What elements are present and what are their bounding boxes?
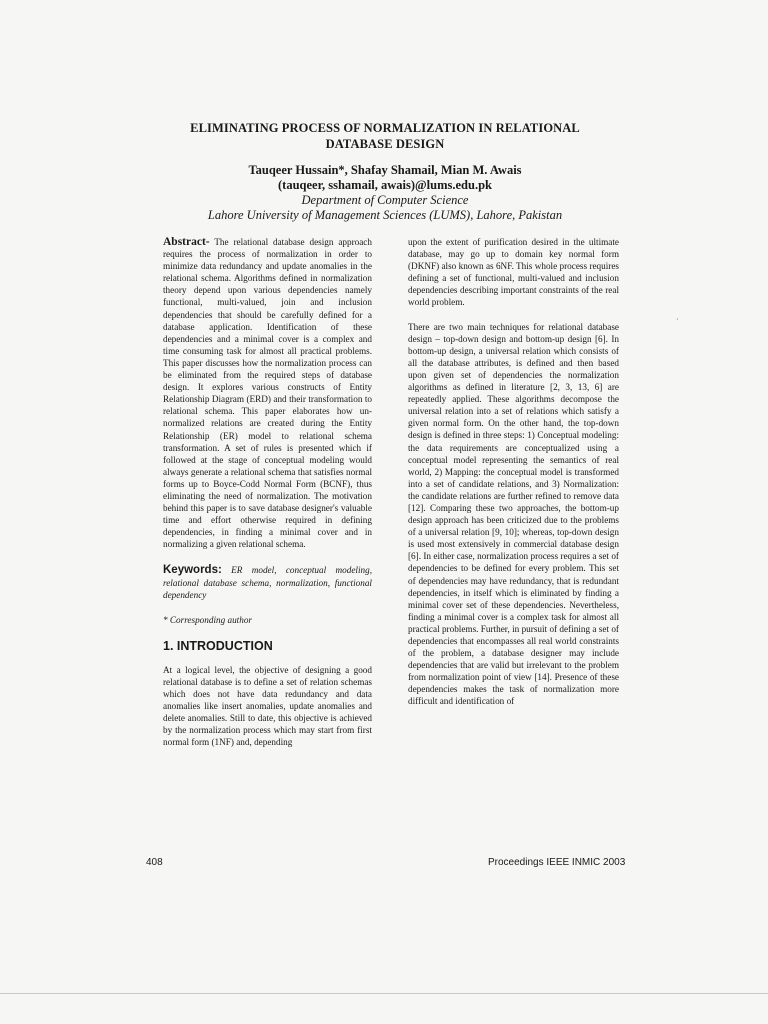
introduction-text: At a logical level, the objective of designing a good relational database is to define a set of relation schemas which does not have data redundancy and data anomalies like insert anomalies, update anomalies and delete anomalies. Still to date, this objective is achieved by the normalization process which may start from first normal form (1NF) and, depending <box>163 664 372 748</box>
author-department: Department of Computer Science <box>301 193 469 207</box>
author-block <box>150 163 620 223</box>
paper-title <box>150 120 620 152</box>
keywords-paragraph <box>163 564 372 600</box>
introduction-heading: 1. INTRODUCTION <box>163 638 273 653</box>
proceedings-label: Proceedings IEEE INMIC 2003 <box>488 857 626 868</box>
keywords-heading: Keywords: <box>163 564 222 577</box>
abstract-heading: Abstract- <box>163 236 210 248</box>
keywords-text: ER model, conceptual modeling, relational database schema, normalization, functional dependency <box>163 565 372 600</box>
author-names: Tauqeer Hussain*, Shafay Shamail, Mian M. Awais <box>248 163 522 177</box>
title-line-1: ELIMINATING PROCESS OF NORMALIZATION IN RELATIONAL <box>190 121 580 135</box>
title-line-2: DATABASE DESIGN <box>325 137 445 151</box>
corresponding-author-note: * Corresponding author <box>163 614 252 625</box>
right-paragraph-2: There are two main techniques for relational database design – top-down design and bottom-up design [6]. In bottom-up design, a universal relation which consists of all the database attributes, is defined and then based upon given set of dependencies the normalization algorithms as defined in literature [2, 3, 13, 6] are repeatedly applied. These algorithms decompose the universal relation into a set of relations which satisfy a given normal form. On the other hand, the top-down design is defined in three steps: 1) Conceptual modeling: the data requirements are conceptualized using a conceptual model representing the semantics of real world, 2) Mapping: the conceptual model is transformed into a set of candidate relations, and 3) Normalization: the candidate relations are further refined to remove data [12]. Comparing these two approaches, the bottom-up design approach has been criticized due to the problems of a universal relation [9, 10]; whereas, top-down design is used most extensively in commercial database design [6]. In either case, normalization process requires a set of dependencies to be defined for every problem. This set of dependencies may have redundancy, that is redundant dependencies, in itself which is eliminated by finding a minimal cover set of these dependencies. Nevertheless, finding a minimal cover is a complex task for almost all practical problems. Further, in pursuit of defining a set of dependencies that encompasses all real world constraints of the problem, a database designer may include dependencies that are valid but irrelevant to the problem from normalization point of view [14]. Presence of these dependencies makes the task of normalization more difficult and identification of <box>408 321 619 707</box>
left-column <box>163 236 372 749</box>
abstract-paragraph <box>163 236 372 550</box>
scan-speck: · <box>676 315 679 324</box>
page-edge-divider <box>0 993 768 994</box>
author-emails: (tauqeer, sshamail, awais)@lums.edu.pk <box>278 178 492 192</box>
abstract-text: The relational database design approach requires the process of normalization in order to minimize data redundancy and update anomalies in the relational schema. Algorithms defined in normalization theory depend upon various dependencies namely functional, multi-valued, join and inclusion dependencies that should be carefully defined for a database application. Identification of these dependencies and a minimal cover is a complex and time consuming task for almost all practical problems. This paper discusses how the normalization process can be eliminated from the required steps of database design. It explores various constructs of Entity Relationship Diagram (ERD) and their transformation to relational schema. This paper elaborates how un-normalized relations are created during the Entity Relationship (ER) model to relational schema transformation. A set of rules is presented which if followed at the stage of conceptual modeling would always generate a relational schema that satisfies normal forms up to Boyce-Codd Normal Form (BCNF), thus eliminating the need of normalization. The motivation behind this paper is to save database designer's valuable time and effort otherwise required in defining dependencies, in finding a minimal cover and in normalizing a given relational schema. <box>163 237 372 550</box>
right-paragraph-1: upon the extent of purification desired in the ultimate database, may go up to domain key normal form (DKNF) also known as 6NF. This whole process requires defining a set of functional, multi-valued and inclusion dependencies describing important constraints of the real world problem. <box>408 237 619 308</box>
page-number: 408 <box>146 857 163 868</box>
right-column <box>408 236 619 708</box>
author-university: Lahore University of Management Sciences (LUMS), Lahore, Pakistan <box>207 208 563 222</box>
